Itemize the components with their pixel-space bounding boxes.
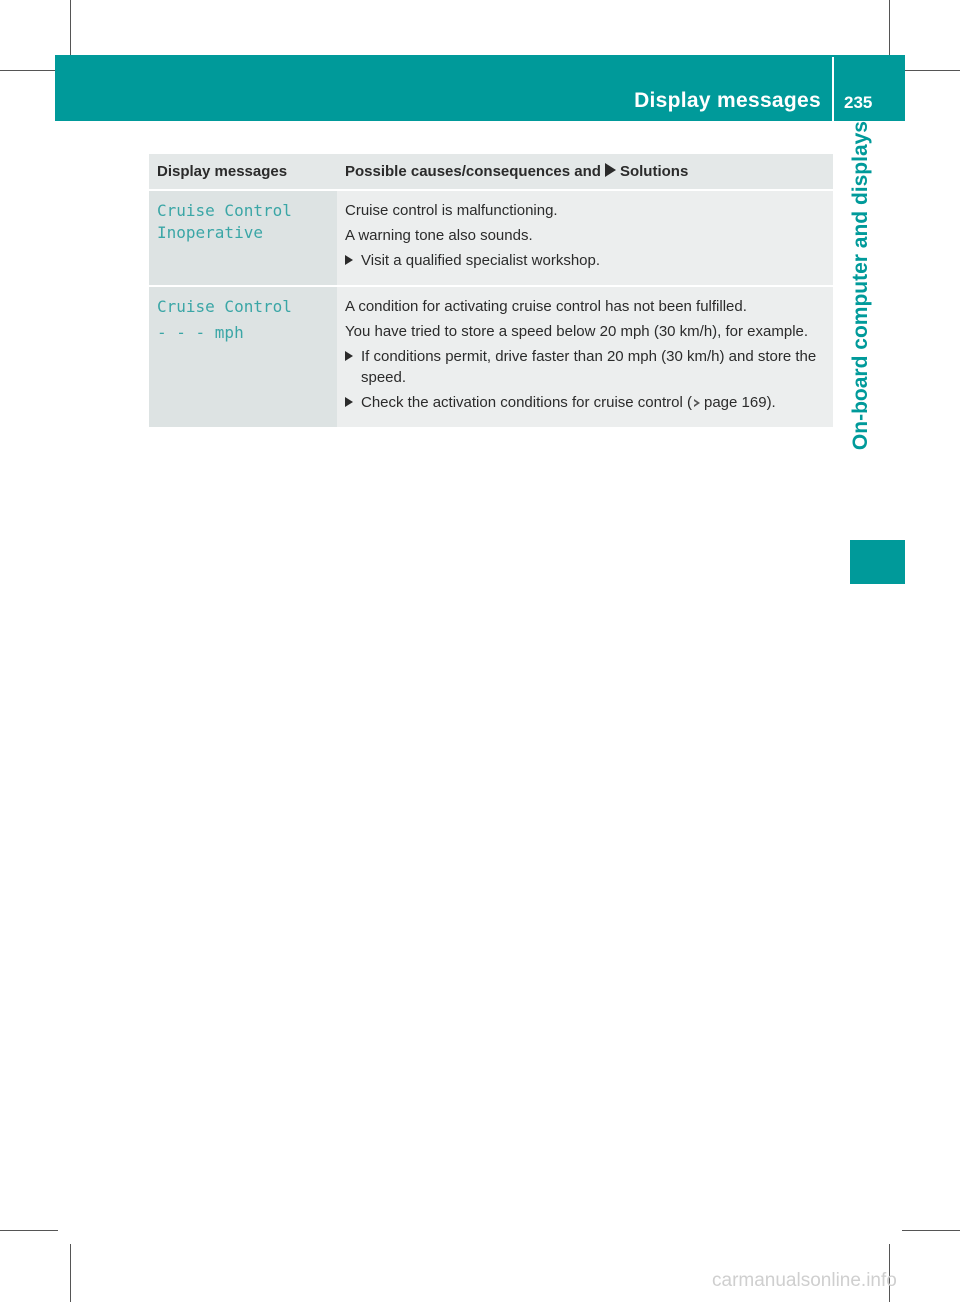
step-arrow-icon [345, 397, 353, 407]
cause-text: A condition for activating cruise control has not been fulfilled. [345, 298, 747, 315]
watermark: carmanualsonline.info [712, 1270, 897, 1291]
column-header-solutions-label: Solutions [619, 163, 689, 180]
message-text-line1: Cruise Control [157, 201, 292, 220]
cause-text: Cruise control is malfunctioning. [345, 202, 558, 219]
crop-mark [902, 1230, 960, 1231]
solution-step-text: If conditions permit, drive faster than 20 mph (30 km/h) and store the speed. [361, 348, 817, 386]
arrow-right-icon [605, 163, 616, 177]
step-arrow-icon [345, 351, 353, 361]
side-tab [846, 121, 876, 531]
column-header-causes-label: Possible causes/consequences and [345, 163, 601, 180]
side-tab-label: On-board computer and displays [849, 121, 872, 451]
column-header-messages [149, 154, 337, 190]
crop-mark [70, 1244, 71, 1302]
side-tab-block [850, 540, 905, 584]
crop-mark [889, 0, 890, 58]
table-header-row [149, 154, 833, 190]
message-cell [149, 190, 337, 286]
step-arrow-icon [345, 255, 353, 265]
page-reference-link[interactable]: page 169). [704, 394, 776, 411]
message-text-line1: Cruise Control [157, 297, 292, 316]
page-number: 235 [844, 93, 873, 112]
display-messages-table [149, 154, 833, 427]
column-header-messages-label: Display messages [157, 163, 288, 180]
crop-mark [0, 70, 58, 71]
solution-step [345, 346, 827, 388]
page-reference-icon [694, 399, 700, 407]
crop-mark [0, 1230, 58, 1231]
crop-mark [902, 70, 960, 71]
table-row [149, 190, 833, 286]
message-cell [149, 286, 337, 427]
table-row [149, 286, 833, 427]
consequence-text: You have tried to store a speed below 20 mph (30 km/h), for example. [345, 323, 809, 340]
crop-mark [70, 0, 71, 58]
solution-step [345, 392, 827, 413]
consequence-text: A warning tone also sounds. [345, 227, 533, 244]
description-cell [337, 190, 833, 286]
solution-step-text: Check the activation conditions for cruise control ( [361, 394, 692, 411]
message-text-line2: - - - mph [157, 323, 244, 342]
solution-step [345, 250, 827, 271]
solution-step-text: Visit a qualified specialist workshop. [361, 252, 601, 269]
description-cell [337, 286, 833, 427]
page-title: Display messages [634, 89, 821, 112]
header-divider [832, 57, 834, 121]
message-text-line2: Inoperative [157, 223, 263, 242]
column-header-solutions [337, 154, 833, 190]
